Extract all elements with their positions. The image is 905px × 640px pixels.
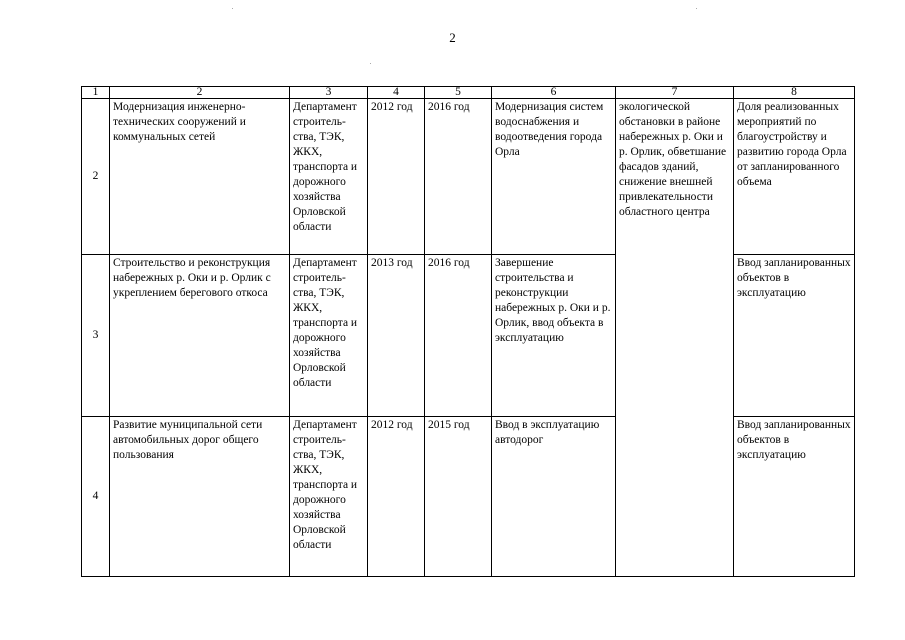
start-year: 2013 год: [368, 255, 425, 417]
header-cell: 5: [425, 87, 492, 99]
end-year: 2016 год: [425, 255, 492, 417]
table-row: [82, 255, 855, 417]
executor: Департамент строитель-ства, ТЭК, ЖКХ, транспорта и дорожного хозяйства Орловской области: [290, 255, 368, 417]
header-cell: 2: [110, 87, 290, 99]
start-year: 2012 год: [368, 99, 425, 255]
header-cell: 8: [734, 87, 855, 99]
expected-result: Модернизация систем водоснабжения и водоотведения города Орла: [492, 99, 616, 255]
start-year: 2012 год: [368, 417, 425, 577]
scan-speck: [232, 8, 233, 9]
row-number: 4: [82, 417, 110, 577]
executor: Департамент строитель-ства, ТЭК, ЖКХ, транспорта и дорожного хозяйства Орловской области: [290, 99, 368, 255]
program-measures-table: [81, 86, 855, 577]
expected-result: Завершение строительства и реконструкции набережных р. Оки и р. Орлик, ввод объекта в эксплуатацию: [492, 255, 616, 417]
indicator: Ввод запланированных объектов в эксплуатацию: [734, 255, 855, 417]
header-cell: 3: [290, 87, 368, 99]
table-row: [82, 417, 855, 577]
header-cell: 4: [368, 87, 425, 99]
row-number: 3: [82, 255, 110, 417]
executor: Департамент строитель-ства, ТЭК, ЖКХ, транспорта и дорожного хозяйства Орловской области: [290, 417, 368, 577]
indicator: Ввод запланированных объектов в эксплуатацию: [734, 417, 855, 577]
indicator: Доля реализованных мероприятий по благоустройству и развитию города Орла от запланированного объема: [734, 99, 855, 255]
header-cell: 6: [492, 87, 616, 99]
header-cell: 7: [616, 87, 734, 99]
measure-name: Модернизация инженерно-технических сооружений и коммунальных сетей: [110, 99, 290, 255]
scan-speck: [370, 63, 371, 64]
end-year: 2016 год: [425, 99, 492, 255]
measure-name: Строительство и реконструкция набережных р. Оки и р. Орлик с укреплением берегового откоса: [110, 255, 290, 417]
table-row: [82, 99, 855, 255]
scan-speck: [696, 8, 697, 9]
header-row: [82, 87, 855, 99]
measure-name: Развитие муниципальной сети автомобильных дорог общего пользования: [110, 417, 290, 577]
row-number: 2: [82, 99, 110, 255]
end-year: 2015 год: [425, 417, 492, 577]
risks-cell: экологической обстановки в районе набережных р. Оки и р. Орлик, обветшание фасадов зданий, снижение внешней привлекательности областного центра: [616, 99, 734, 577]
page-number: 2: [449, 30, 456, 45]
header-cell: 1: [82, 87, 110, 99]
expected-result: Ввод в эксплуатацию автодорог: [492, 417, 616, 577]
